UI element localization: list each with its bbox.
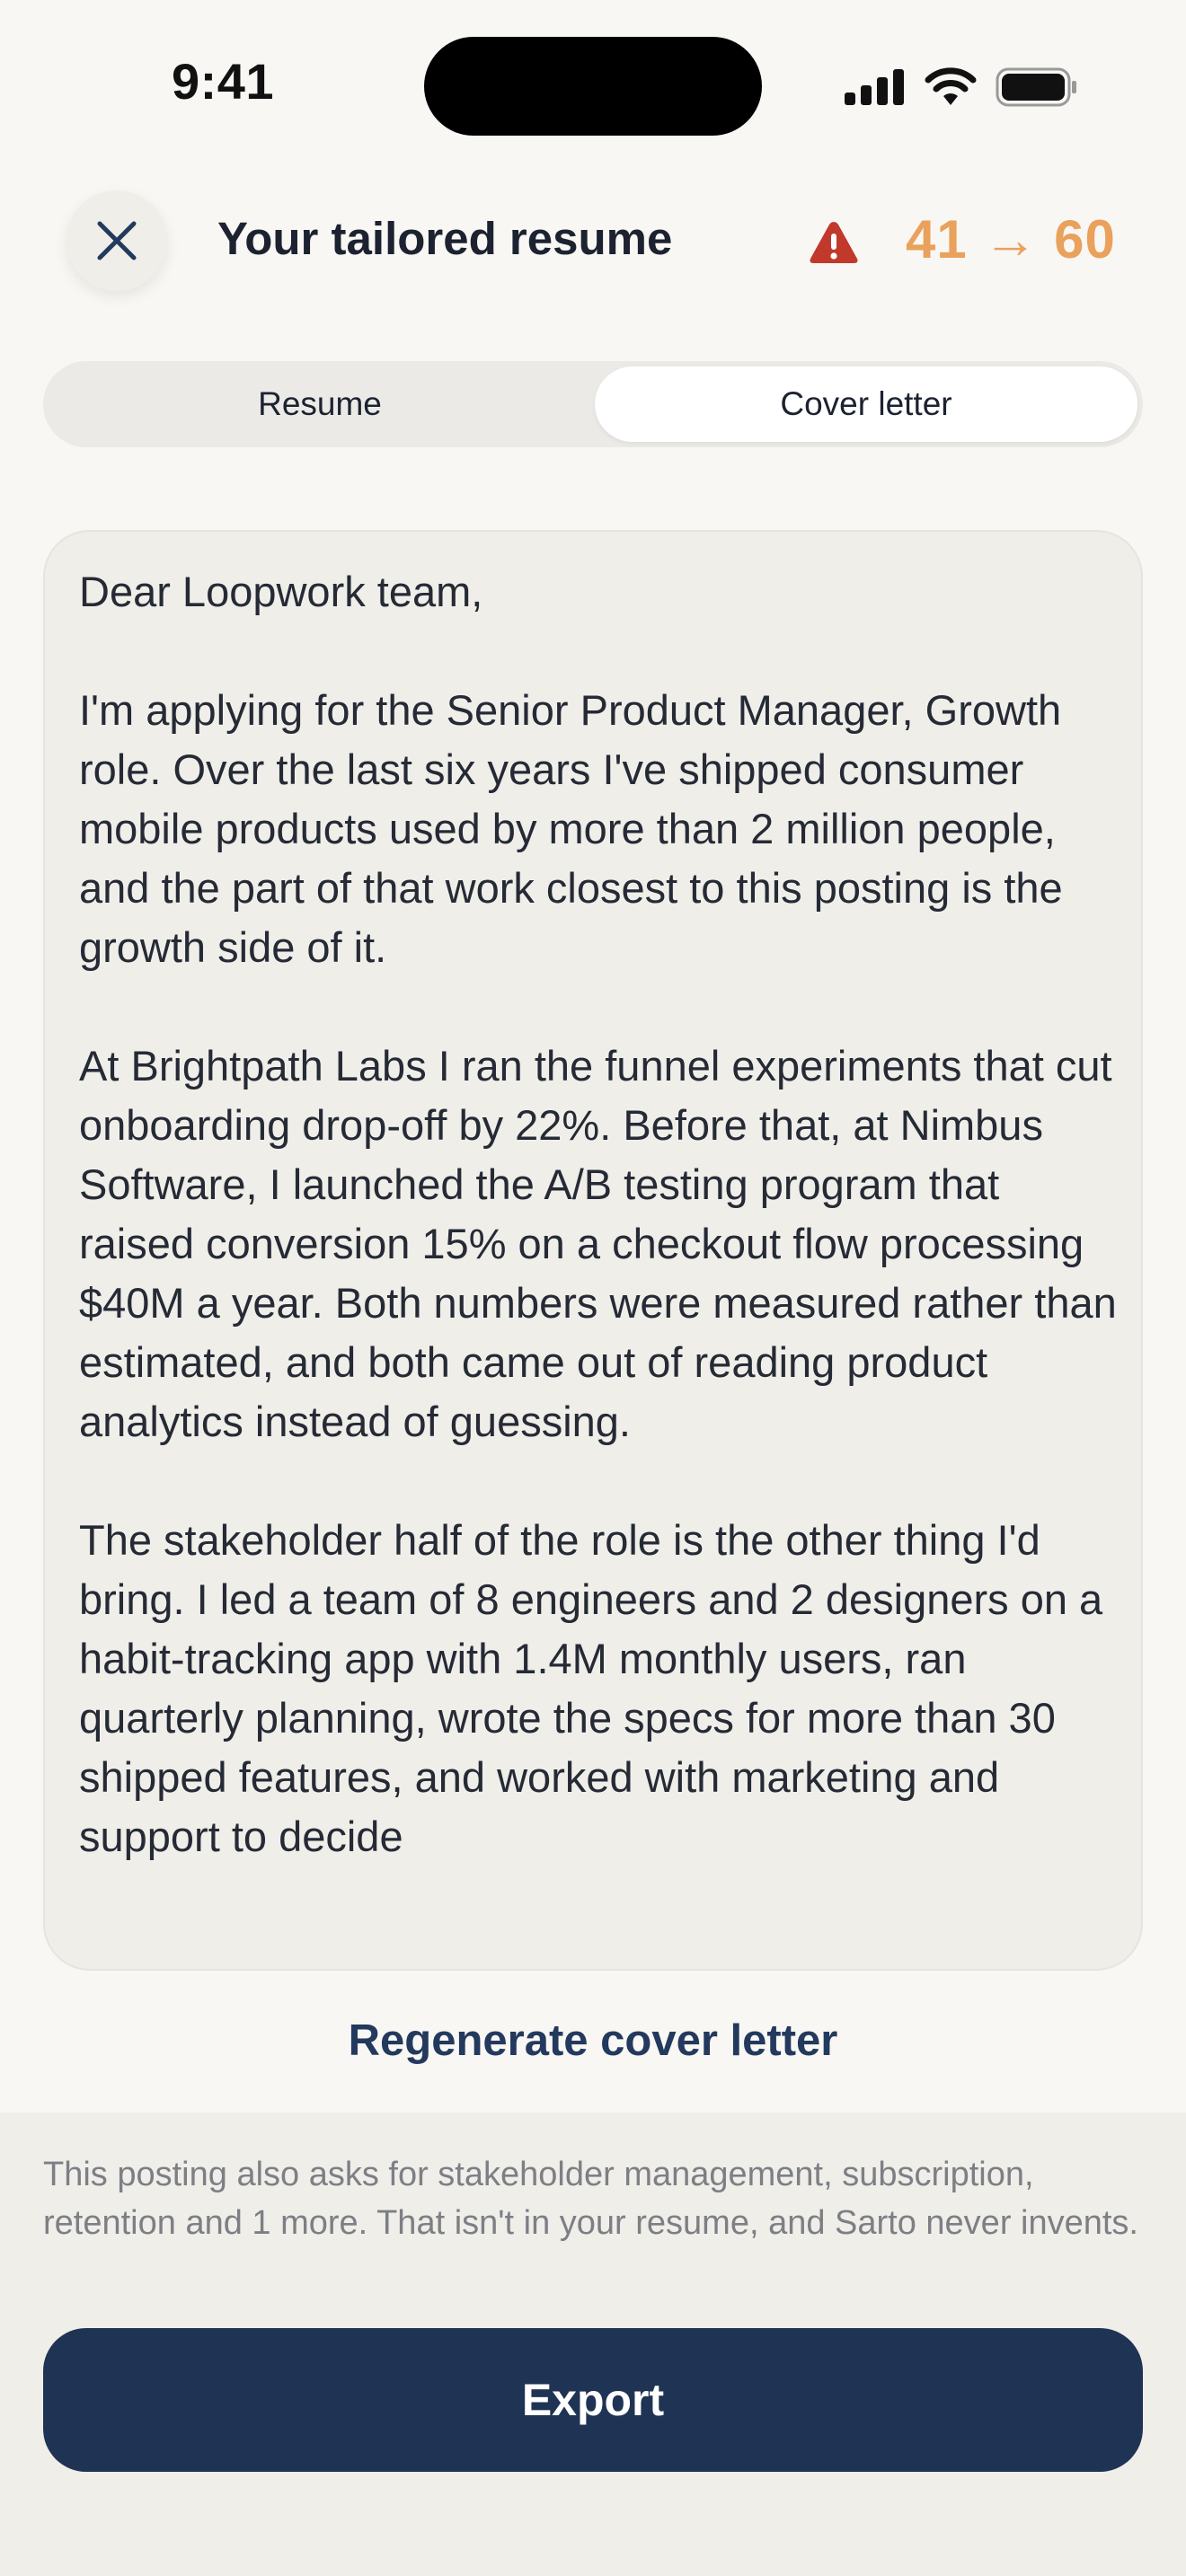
tab-cover-letter[interactable]: Cover letter	[595, 366, 1137, 442]
tab-resume[interactable]: Resume	[258, 385, 382, 422]
bottom-panel	[0, 2113, 1186, 2576]
letter-paragraph: The stakeholder half of the role is the other thing I'd bring. I led a team of 8 engineers and 2 designers on a habit-tracking app with 1.4M monthly users, ran quarterly planning, wrote the specs for more than 30 shipped features, and worked with marketing and support to decide	[79, 1516, 1103, 1860]
status-time: 9:41	[171, 53, 275, 110]
missing-skills-notice: This posting also asks for stakeholder management, subscription, retention and 1 more. That isn't in your resume, and Sarto never invents.	[43, 2156, 1138, 2242]
header	[0, 180, 1186, 305]
letter-paragraph: Dear Loopwork team,	[79, 568, 483, 615]
page-title: Your tailored resume	[217, 213, 673, 264]
warning-triangle-icon[interactable]	[809, 219, 859, 266]
wifi-icon	[924, 67, 978, 107]
letter-paragraph: At Brightpath Labs I ran the funnel experiments that cut onboarding drop-off by 22%. Before that, at Nimbus Software, I launched the A/B testing program that raised conversion 15% on a checkout flow processing $40M a year. Both numbers were measured rather than estimated, and both came out of reading product analytics instead of guessing.	[79, 1042, 1117, 1445]
battery-icon	[996, 67, 1078, 107]
letter-paragraph: I'm applying for the Senior Product Manager, Growth role. Over the last six years I've shipped consumer mobile products used by more than 2 million people, and the part of that work closest to this posting is the growth side of it.	[79, 686, 1063, 971]
status-bar	[0, 0, 1186, 171]
resume-cover-tabs	[43, 361, 1143, 447]
score-change: 41 → 60	[906, 209, 1116, 269]
close-icon	[94, 218, 139, 263]
cover-letter-card[interactable]	[43, 530, 1143, 1971]
export-button[interactable]: Export	[43, 2328, 1143, 2472]
cover-letter-text	[79, 562, 1121, 1926]
close-button[interactable]	[66, 190, 167, 291]
regenerate-cover-letter-button[interactable]: Regenerate cover letter	[348, 2016, 838, 2065]
status-icons	[845, 65, 1078, 110]
cellular-signal-icon	[845, 69, 906, 105]
dynamic-island	[424, 37, 762, 136]
